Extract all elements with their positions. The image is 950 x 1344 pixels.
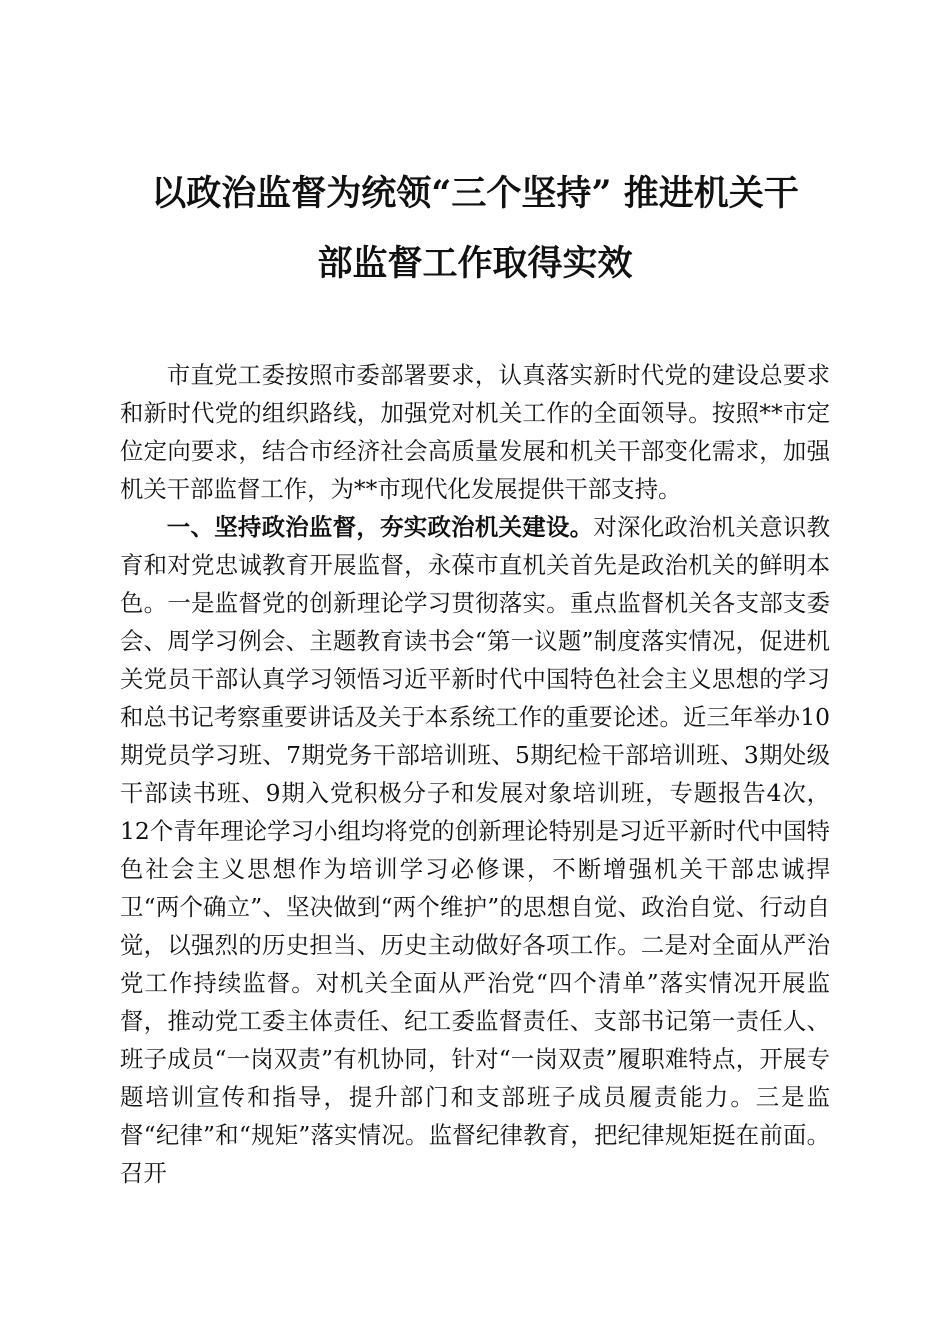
document-body	[120, 356, 830, 1192]
document-title-line-1: 以政治监督为统领“三个坚持” 推进机关干	[151, 173, 799, 214]
paragraph-intro-text: 市直党工委按照市委部署要求，认真落实新时代党的建设总要求和新时代党的组织路线，加强党对机关工作的全面领导。按照**市定位定向要求，结合市经济社会高质量发展和机关干部变化需求，加强机关干部监督工作，为**市现代化发展提供干部支持。	[120, 361, 830, 503]
paragraph-section-1	[120, 508, 830, 1192]
paragraph-intro	[120, 356, 830, 508]
document-title-line-2: 部监督工作取得实效	[317, 243, 633, 284]
section-1-text: 对深化政治机关意识教育和对党忠诚教育开展监督，永葆市直机关首先是政治机关的鲜明本色。一是监督党的创新理论学习贯彻落实。重点监督机关各支部支委会、周学习例会、主题教育读书会“第一议题”制度落实情况，促进机关党员干部认真学习领悟习近平新时代中国特色社会主义思想的学习和总书记考察重要讲话及关于本系统工作的重要论述。近三年举办10期党员学习班、7期党务干部培训班、5期纪检干部培训班、3期处级干部读书班、9期入党积极分子和发展对象培训班，专题报告4次，12个青年理论学习小组均将党的创新理论特别是习近平新时代中国特色社会主义思想作为培训学习必修课，不断增强机关干部忠诚捍卫“两个确立”、坚决做到“两个维护”的思想自觉、政治自觉、行动自觉，以强烈的历史担当、历史主动做好各项工作。二是对全面从严治党工作持续监督。对机关全面从严治党“四个清单”落实情况开展监督，推动党工委主体责任、纪工委监督责任、支部书记第一责任人、班子成员“一岗双责”有机协同，针对“一岗双责”履职难特点，开展专题培训宣传和指导，提升部门和支部班子成员履责能力。三是监督“纪律”和“规矩”落实情况。监督纪律教育，把纪律规矩挺在前面。召开	[120, 513, 831, 1187]
section-1-heading: 一、坚持政治监督，夯实政治机关建设。	[166, 513, 594, 541]
